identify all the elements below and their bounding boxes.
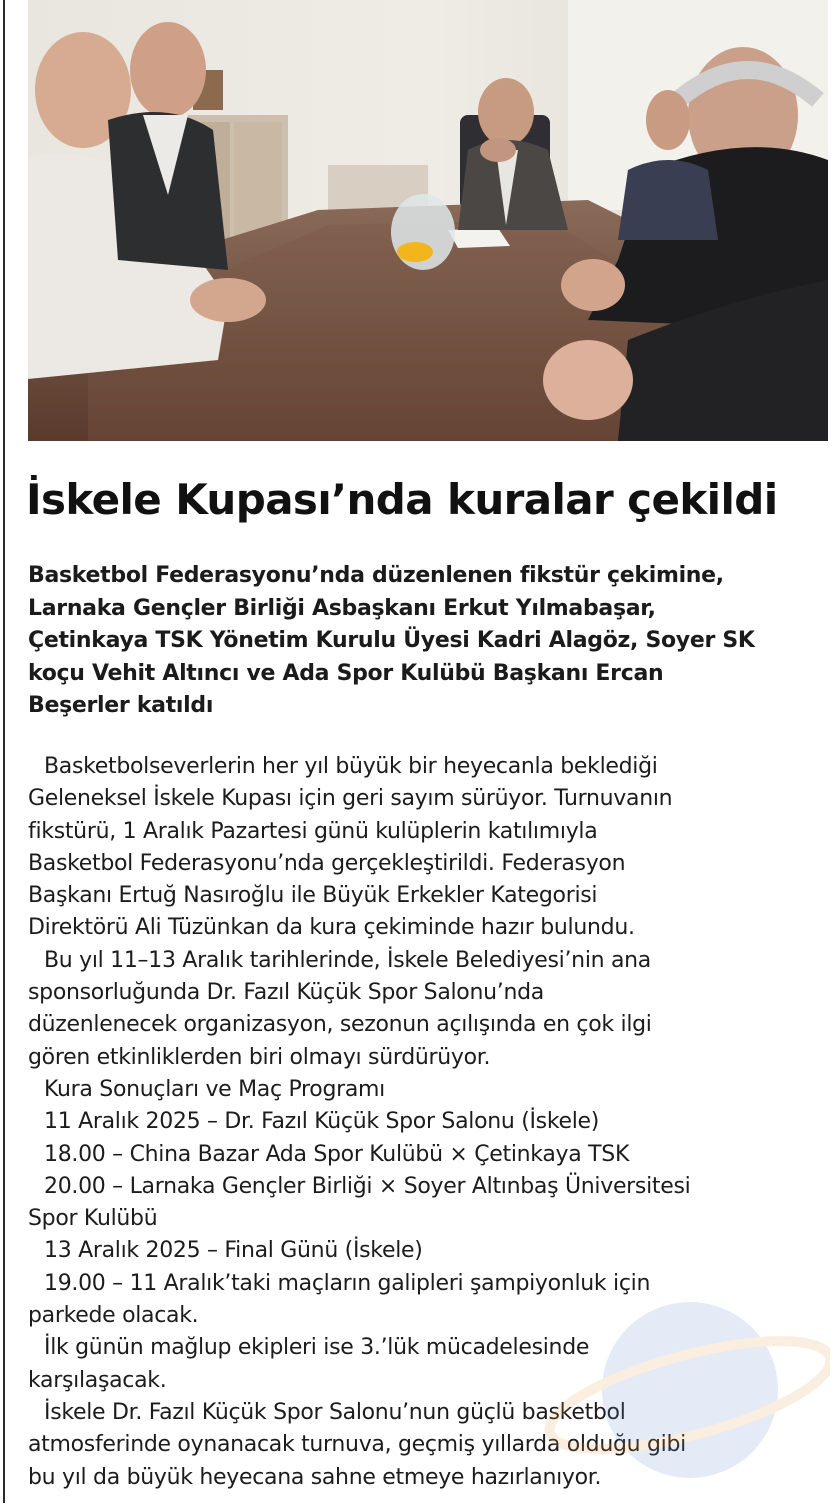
body-line: 19.00 – 11 Aralık’taki maçların galipleri şampiyonluk için [44,1270,651,1296]
body-line: Direktörü Ali Tüzünkan da kura çekiminde hazır bulundu. [28,915,635,941]
body-line: düzenlenecek organizasyon, sezonun açılışında en çok ilgi [28,1012,652,1038]
lead-paragraph [28,560,828,723]
body-line: bu yıl da büyük heyecana sahne etmeye hazırlanıyor. [28,1464,602,1490]
column-rule [3,0,5,1503]
body-line: fikstürü, 1 Aralık Pazartesi günü kulüplerin katılımıyla [28,818,598,844]
body-line: 20.00 – Larnaka Gençler Birliği × Soyer Altınbaş Üniversitesi [44,1173,691,1199]
lead-line: Beşerler katıldı [28,693,214,718]
body-line: 13 Aralık 2025 – Final Günü (İskele) [44,1238,423,1264]
body-line: atmosferinde oynanacak turnuva, geçmiş yıllarda olduğu gibi [28,1432,686,1458]
body-line: Kura Sonuçları ve Maç Programı [44,1076,385,1102]
lead-line: koçu Vehit Altıncı ve Ada Spor Kulübü Başkanı Ercan [28,660,664,686]
lead-line: Larnaka Gençler Birliği Asbaşkanı Erkut Yılmabaşar, [28,595,656,621]
body-line: Basketbol Federasyonu’nda gerçekleştirildi. Federasyon [28,850,626,876]
body-line: 11 Aralık 2025 – Dr. Fazıl Küçük Spor Salonu (İskele) [44,1109,600,1135]
body-line: sponsorluğunda Dr. Fazıl Küçük Spor Salonu’nda [28,980,544,1006]
body-line: 18.00 – China Bazar Ada Spor Kulübü × Çetinkaya TSK [44,1141,630,1167]
body-line: Basketbolseverlerin her yıl büyük bir heyecanla beklediği [44,754,658,779]
body-line: Geleneksel İskele Kupası için geri sayım sürüyor. Turnuvanın [28,786,673,812]
body-line: Başkanı Ertuğ Nasıroğlu ile Büyük Erkekler Kategorisi [28,883,598,909]
body-line: parkede olacak. [28,1303,199,1329]
lead-line: Basketbol Federasyonu’nda düzenlenen fikstür çekimine, [28,563,724,588]
body-line: İskele Dr. Fazıl Küçük Spor Salonu’nun güçlü basketbol [44,1399,626,1425]
lead-line: Çetinkaya TSK Yönetim Kurulu Üyesi Kadri Alagöz, Soyer SK [28,628,755,653]
body-line: İlk günün mağlup ekipleri ise 3.’lük mücadelesinde [44,1335,590,1361]
body-line: Bu yıl 11–13 Aralık tarihlerinde, İskele Belediyesi’nin ana [44,947,651,973]
article-body [28,751,833,1494]
headline: İskele Kupası’nda kuralar çekildi [26,475,778,524]
body-line: Spor Kulübü [28,1206,158,1232]
body-line: karşılaşacak. [28,1367,167,1393]
body-line: gören etkinliklerden biri olmayı sürdürüyor. [28,1044,491,1070]
article-photo [28,0,828,441]
